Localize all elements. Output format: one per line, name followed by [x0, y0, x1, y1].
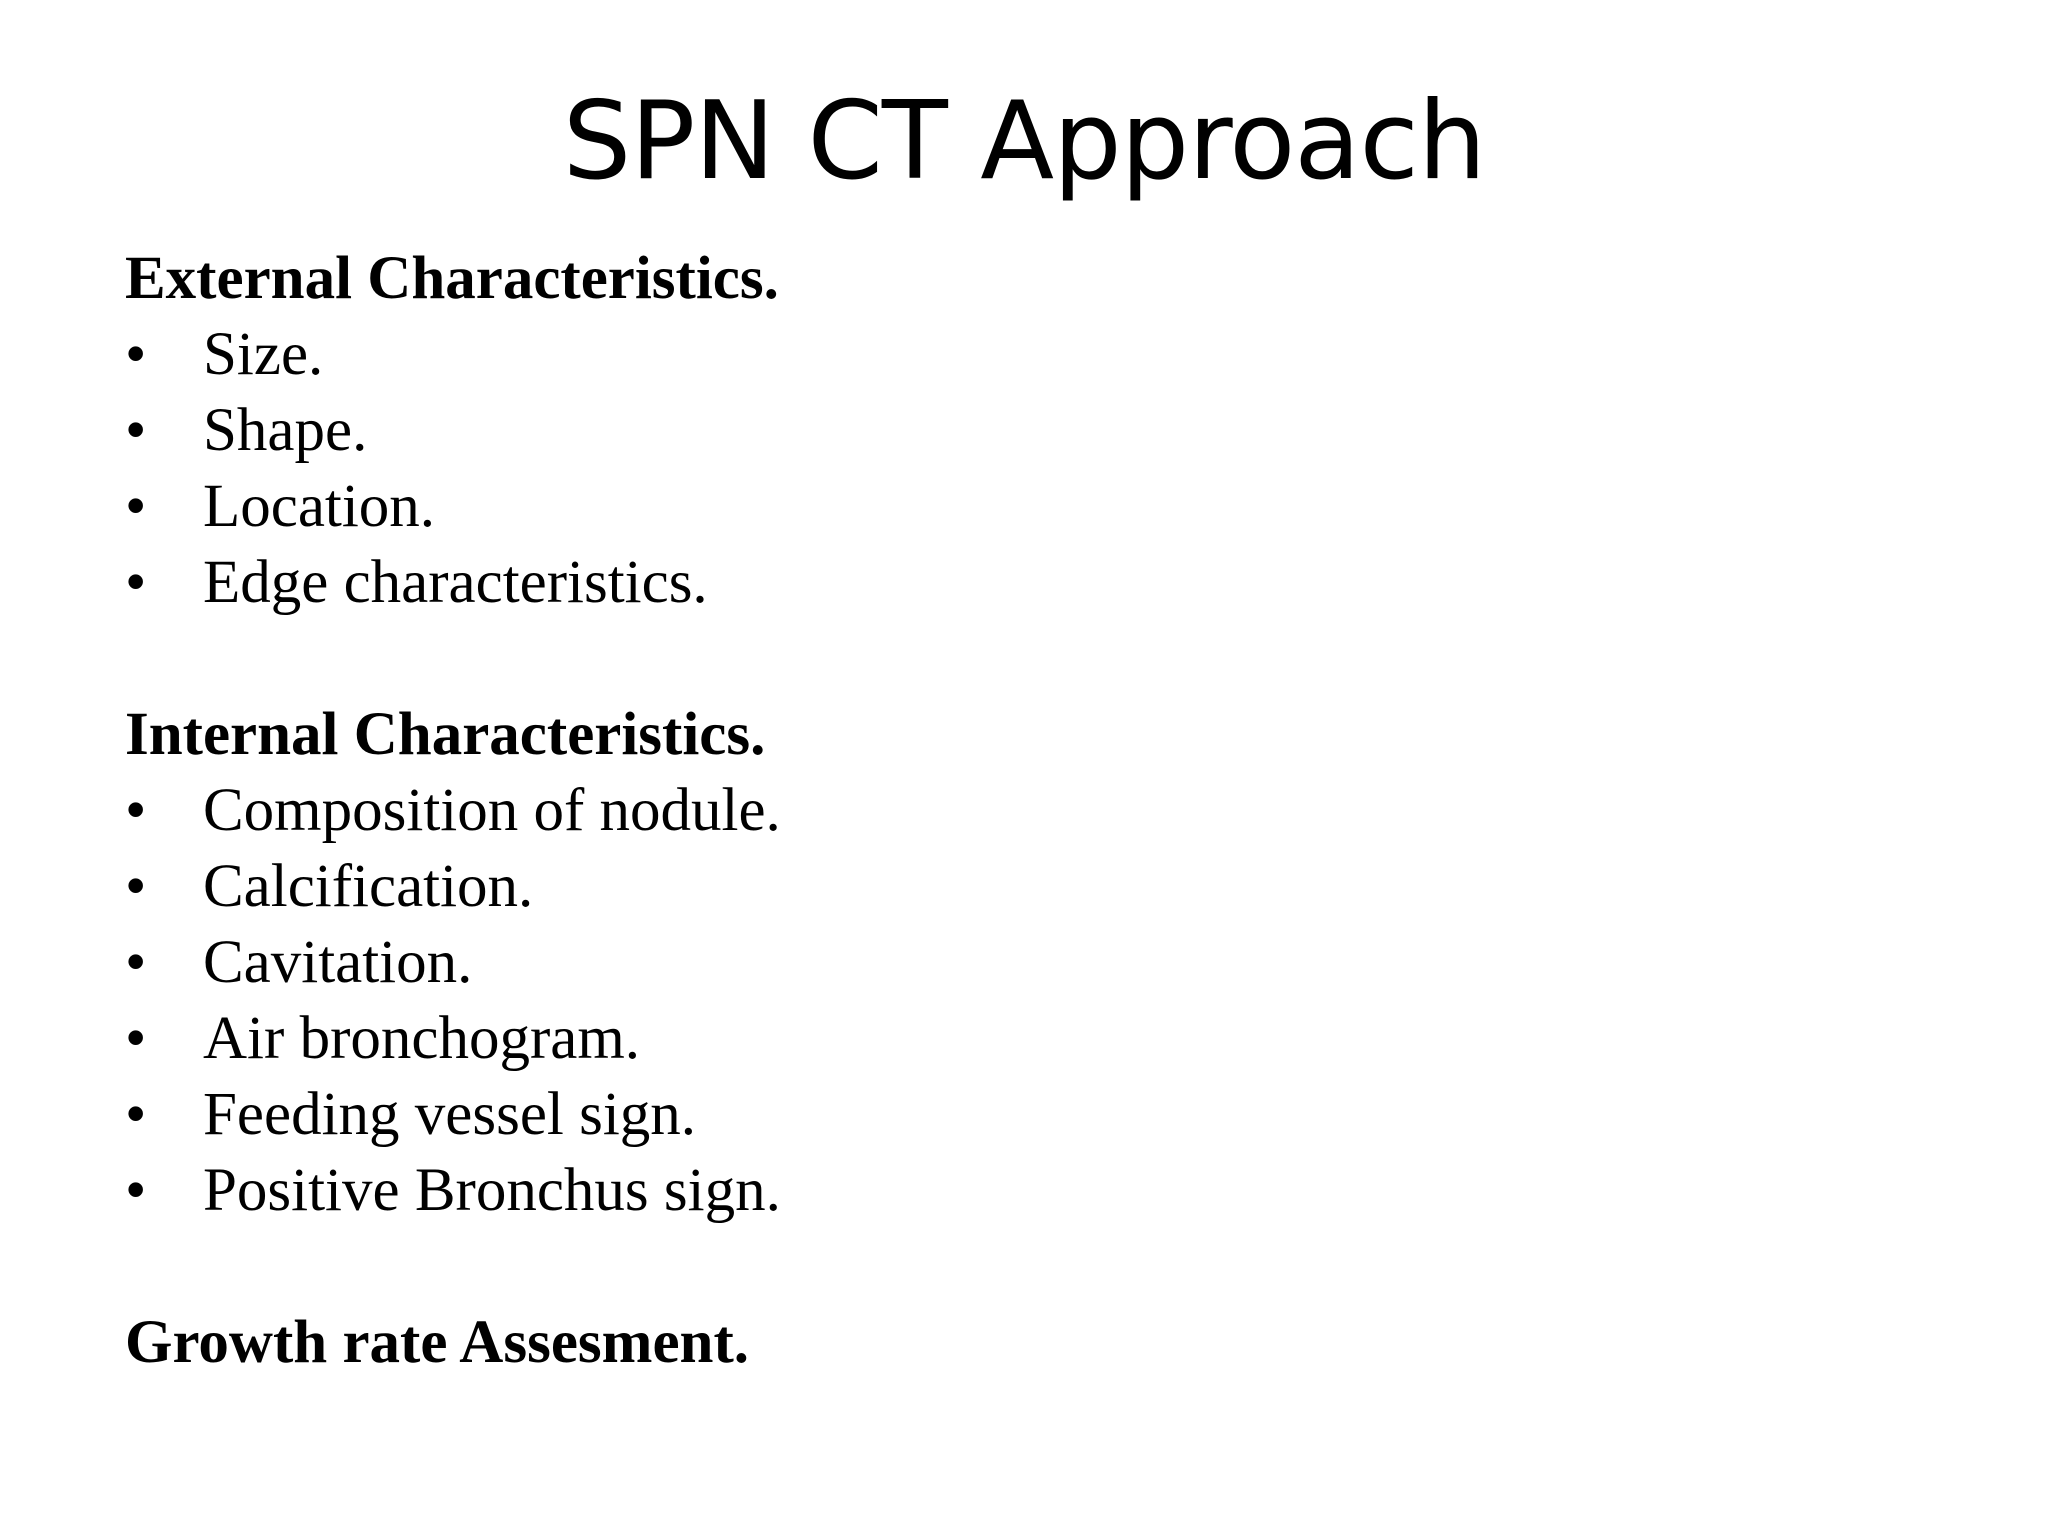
slide-content: [125, 241, 1925, 1381]
list-item: [125, 1077, 1925, 1153]
bullet-icon: •: [125, 929, 147, 996]
list-item: [125, 925, 1925, 1001]
list-item-text: Composition of nodule.: [203, 777, 781, 844]
list-item: [125, 773, 1925, 849]
list-item-text: Size.: [203, 321, 324, 388]
list-item-text: Calcification.: [203, 853, 534, 920]
list-item-text: Positive Bronchus sign.: [203, 1157, 781, 1224]
bullet-list-external: [125, 317, 1925, 621]
bullet-icon: •: [125, 397, 147, 464]
list-item: [125, 1001, 1925, 1077]
list-item-text: Feeding vessel sign.: [203, 1081, 697, 1148]
list-item: [125, 317, 1925, 393]
list-item-text: Edge characteristics.: [203, 549, 708, 616]
section-heading-external: External Characteristics.: [125, 245, 779, 312]
bullet-icon: •: [125, 473, 147, 540]
bullet-icon: •: [125, 321, 147, 388]
bullet-list-internal: [125, 773, 1925, 1229]
list-item-text: Shape.: [203, 397, 368, 464]
list-item: [125, 393, 1925, 469]
list-item-text: Air bronchogram.: [203, 1005, 641, 1072]
list-item: [125, 545, 1925, 621]
list-item: [125, 849, 1925, 925]
section-heading-internal: Internal Characteristics.: [125, 701, 766, 768]
list-item: [125, 469, 1925, 545]
spacer: [125, 1229, 1925, 1305]
bullet-icon: •: [125, 1157, 147, 1224]
list-item: [125, 1153, 1925, 1229]
list-item-text: Cavitation.: [203, 929, 473, 996]
bullet-icon: •: [125, 853, 147, 920]
section-heading-growth: Growth rate Assesment.: [125, 1309, 750, 1376]
bullet-icon: •: [125, 1005, 147, 1072]
list-item-text: Location.: [203, 473, 436, 540]
bullet-icon: •: [125, 777, 147, 844]
spacer: [125, 621, 1925, 697]
slide-title: SPN CT Approach: [562, 79, 1486, 204]
bullet-icon: •: [125, 1081, 147, 1148]
bullet-icon: •: [125, 549, 147, 616]
